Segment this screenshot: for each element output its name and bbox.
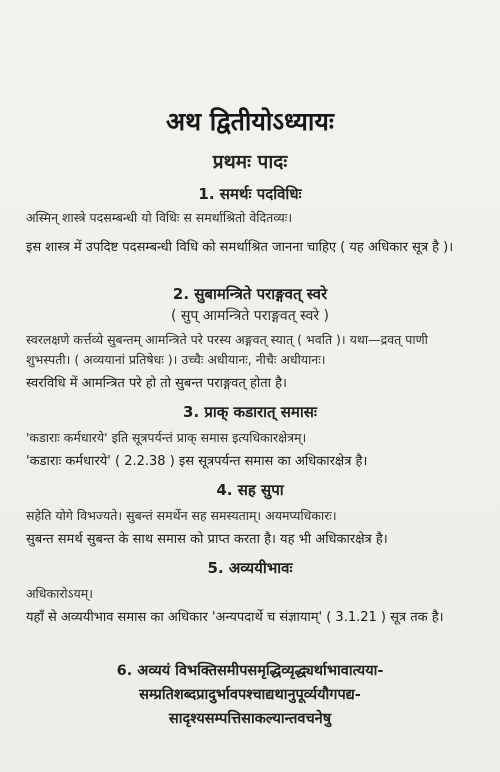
sutra-2-sanskrit: स्वरलक्षणे कर्त्तव्ये सुबन्तम् आमन्त्रिते परे परस्य अङ्गवत् स्यात् ( भवति )। यथा—द्रवत् पाणी शुभस्पती। ( अव्ययानां प्रतिषेधः )। उच्चैः अधीयानः, नीचैः अधीयानः। bbox=[26, 332, 428, 367]
sutra-5-sanskrit: अधिकारोऽयम्। bbox=[26, 586, 93, 601]
sutra-1-heading: 1. समर्थः पदविधिः bbox=[198, 185, 302, 203]
sutra-2-hindi: स्वरविधि में आमन्त्रित परे हो तो सुबन्त पराङ्गवत् होता है। bbox=[26, 376, 287, 391]
sutra-3-heading: 3. प्राक् कडारात् समासः bbox=[183, 403, 317, 421]
sutra-5-hindi: यहाँ से अव्ययीभाव समास का अधिकार 'अन्यपदार्थे च संज्ञायाम्' ( 3.1.21 ) सूत्र तक है। bbox=[26, 610, 444, 625]
sutra-4-sanskrit: सहेति योगे विभज्यते। सुबन्तं समर्थेन सह समस्यताम्। अयमप्यधिकारः। bbox=[26, 508, 337, 523]
sutra-3-sanskrit: 'कडाराः कर्मधारये' इति सूत्रपर्यन्तं प्राक् समास इत्यधिकारक्षेत्रम्। bbox=[26, 430, 307, 445]
pada-title: प्रथमः पादः bbox=[212, 151, 288, 173]
sutra-6-line-2: सम्प्रतिशब्दप्रादुर्भावपश्चाद्यथानुपूर्व्ययौगपद्य- bbox=[139, 687, 361, 703]
sutra-1-hindi: इस शास्त्र में उपदिष्ट पदसम्बन्धी विधि को समर्थाश्रित जानना चाहिए ( यह अधिकार सूत्र है )। bbox=[26, 240, 454, 255]
sutra-6-line-1: 6. अव्ययं विभक्तिसमीपसमृद्धिव्यृद्ध्यर्थाभावात्यया- bbox=[116, 663, 384, 679]
sutra-4-heading: 4. सह सुपा bbox=[216, 481, 284, 499]
sutra-3-hindi: 'कडाराः कर्मधारये' ( 2.2.38 ) इस सूत्रपर्यन्त समास का अधिकारक्षेत्र है। bbox=[26, 454, 368, 469]
sutra-5-heading: 5. अव्ययीभावः bbox=[207, 559, 293, 577]
sutra-2-heading: 2. सुबामन्त्रिते पराङ्गवत् स्वरे bbox=[172, 285, 328, 303]
sutra-6-line-3: सादृश्यसम्पत्तिसाकल्यान्तवचनेषु bbox=[168, 711, 332, 727]
sutra-2-padaccheda: ( सुप् आमन्त्रिते पराङ्गवत् स्वरे ) bbox=[170, 308, 330, 324]
sutra-4-hindi: सुबन्त समर्थ सुबन्त के साथ समास को प्राप्त करता है। यह भी अधिकारक्षेत्र है। bbox=[26, 532, 388, 547]
sutra-1-sanskrit: अस्मिन् शास्त्रे पदसम्बन्धी यो विधिः स समर्थाश्रितो वेदितव्यः। bbox=[26, 210, 293, 225]
chapter-title: अथ द्वितीयोऽध्यायः bbox=[166, 107, 334, 136]
